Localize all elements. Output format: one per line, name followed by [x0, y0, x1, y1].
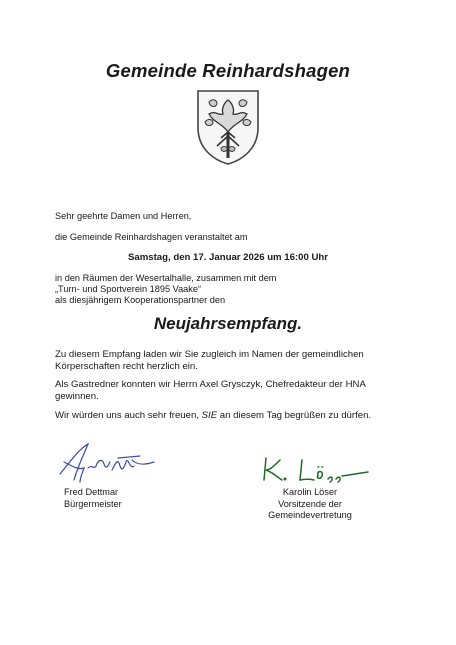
paragraph-speaker: [55, 379, 405, 403]
signer-left-role: Bürgermeister: [64, 498, 122, 509]
signer-left-name: Fred Dettmar: [64, 487, 119, 497]
signer-right-role: Gemeindevertretung: [268, 510, 352, 520]
signer-right-name: Karolin Löser: [282, 487, 338, 497]
paragraph-closing: [55, 410, 405, 422]
paragraph-line: Zu diesem Empfang laden wir Sie zugleich im Namen der gemeindlichen: [55, 349, 364, 360]
venue-line-2: „Turn- und Sportverein 1895 Vaake“: [55, 284, 202, 294]
closing-text-before: Wir würden uns auch sehr freuen,: [55, 410, 202, 421]
salutation: Sehr geehrte Damen und Herren,: [55, 211, 192, 221]
signer-left: [64, 487, 122, 510]
signer-right-role: Vorsitzende der: [278, 498, 342, 509]
paragraph-invitation: [55, 349, 405, 373]
closing-text-after: an diesem Tag begrüßen zu dürfen.: [217, 410, 372, 421]
event-name: Neujahrsempfang.: [153, 314, 303, 333]
signature-loeser: [258, 454, 370, 486]
closing-emphasis: SIE: [201, 410, 218, 421]
paragraph-line: Körperschaften recht herzlich ein.: [55, 361, 198, 372]
coat-of-arms-icon: [195, 88, 261, 166]
signature-dettmar: [58, 440, 162, 490]
venue-line-3: als diesjährigem Kooperationspartner den: [55, 295, 226, 305]
venue-line-1: in den Räumen der Wesertalhalle, zusammen mit dem: [55, 273, 277, 283]
paragraph-line: gewinnen.: [55, 391, 99, 402]
intro-text: die Gemeinde Reinhardshagen veranstaltet am: [55, 232, 248, 242]
event-date: Samstag, den 17. Januar 2026 um 16:00 Uhr: [128, 252, 328, 263]
paragraph-line: Als Gastredner konnten wir Herrn Axel Grysczyk, Chefredakteur der HNA: [55, 379, 366, 390]
signer-right: [247, 487, 373, 522]
page-title: Gemeinde Reinhardshagen: [105, 60, 351, 81]
